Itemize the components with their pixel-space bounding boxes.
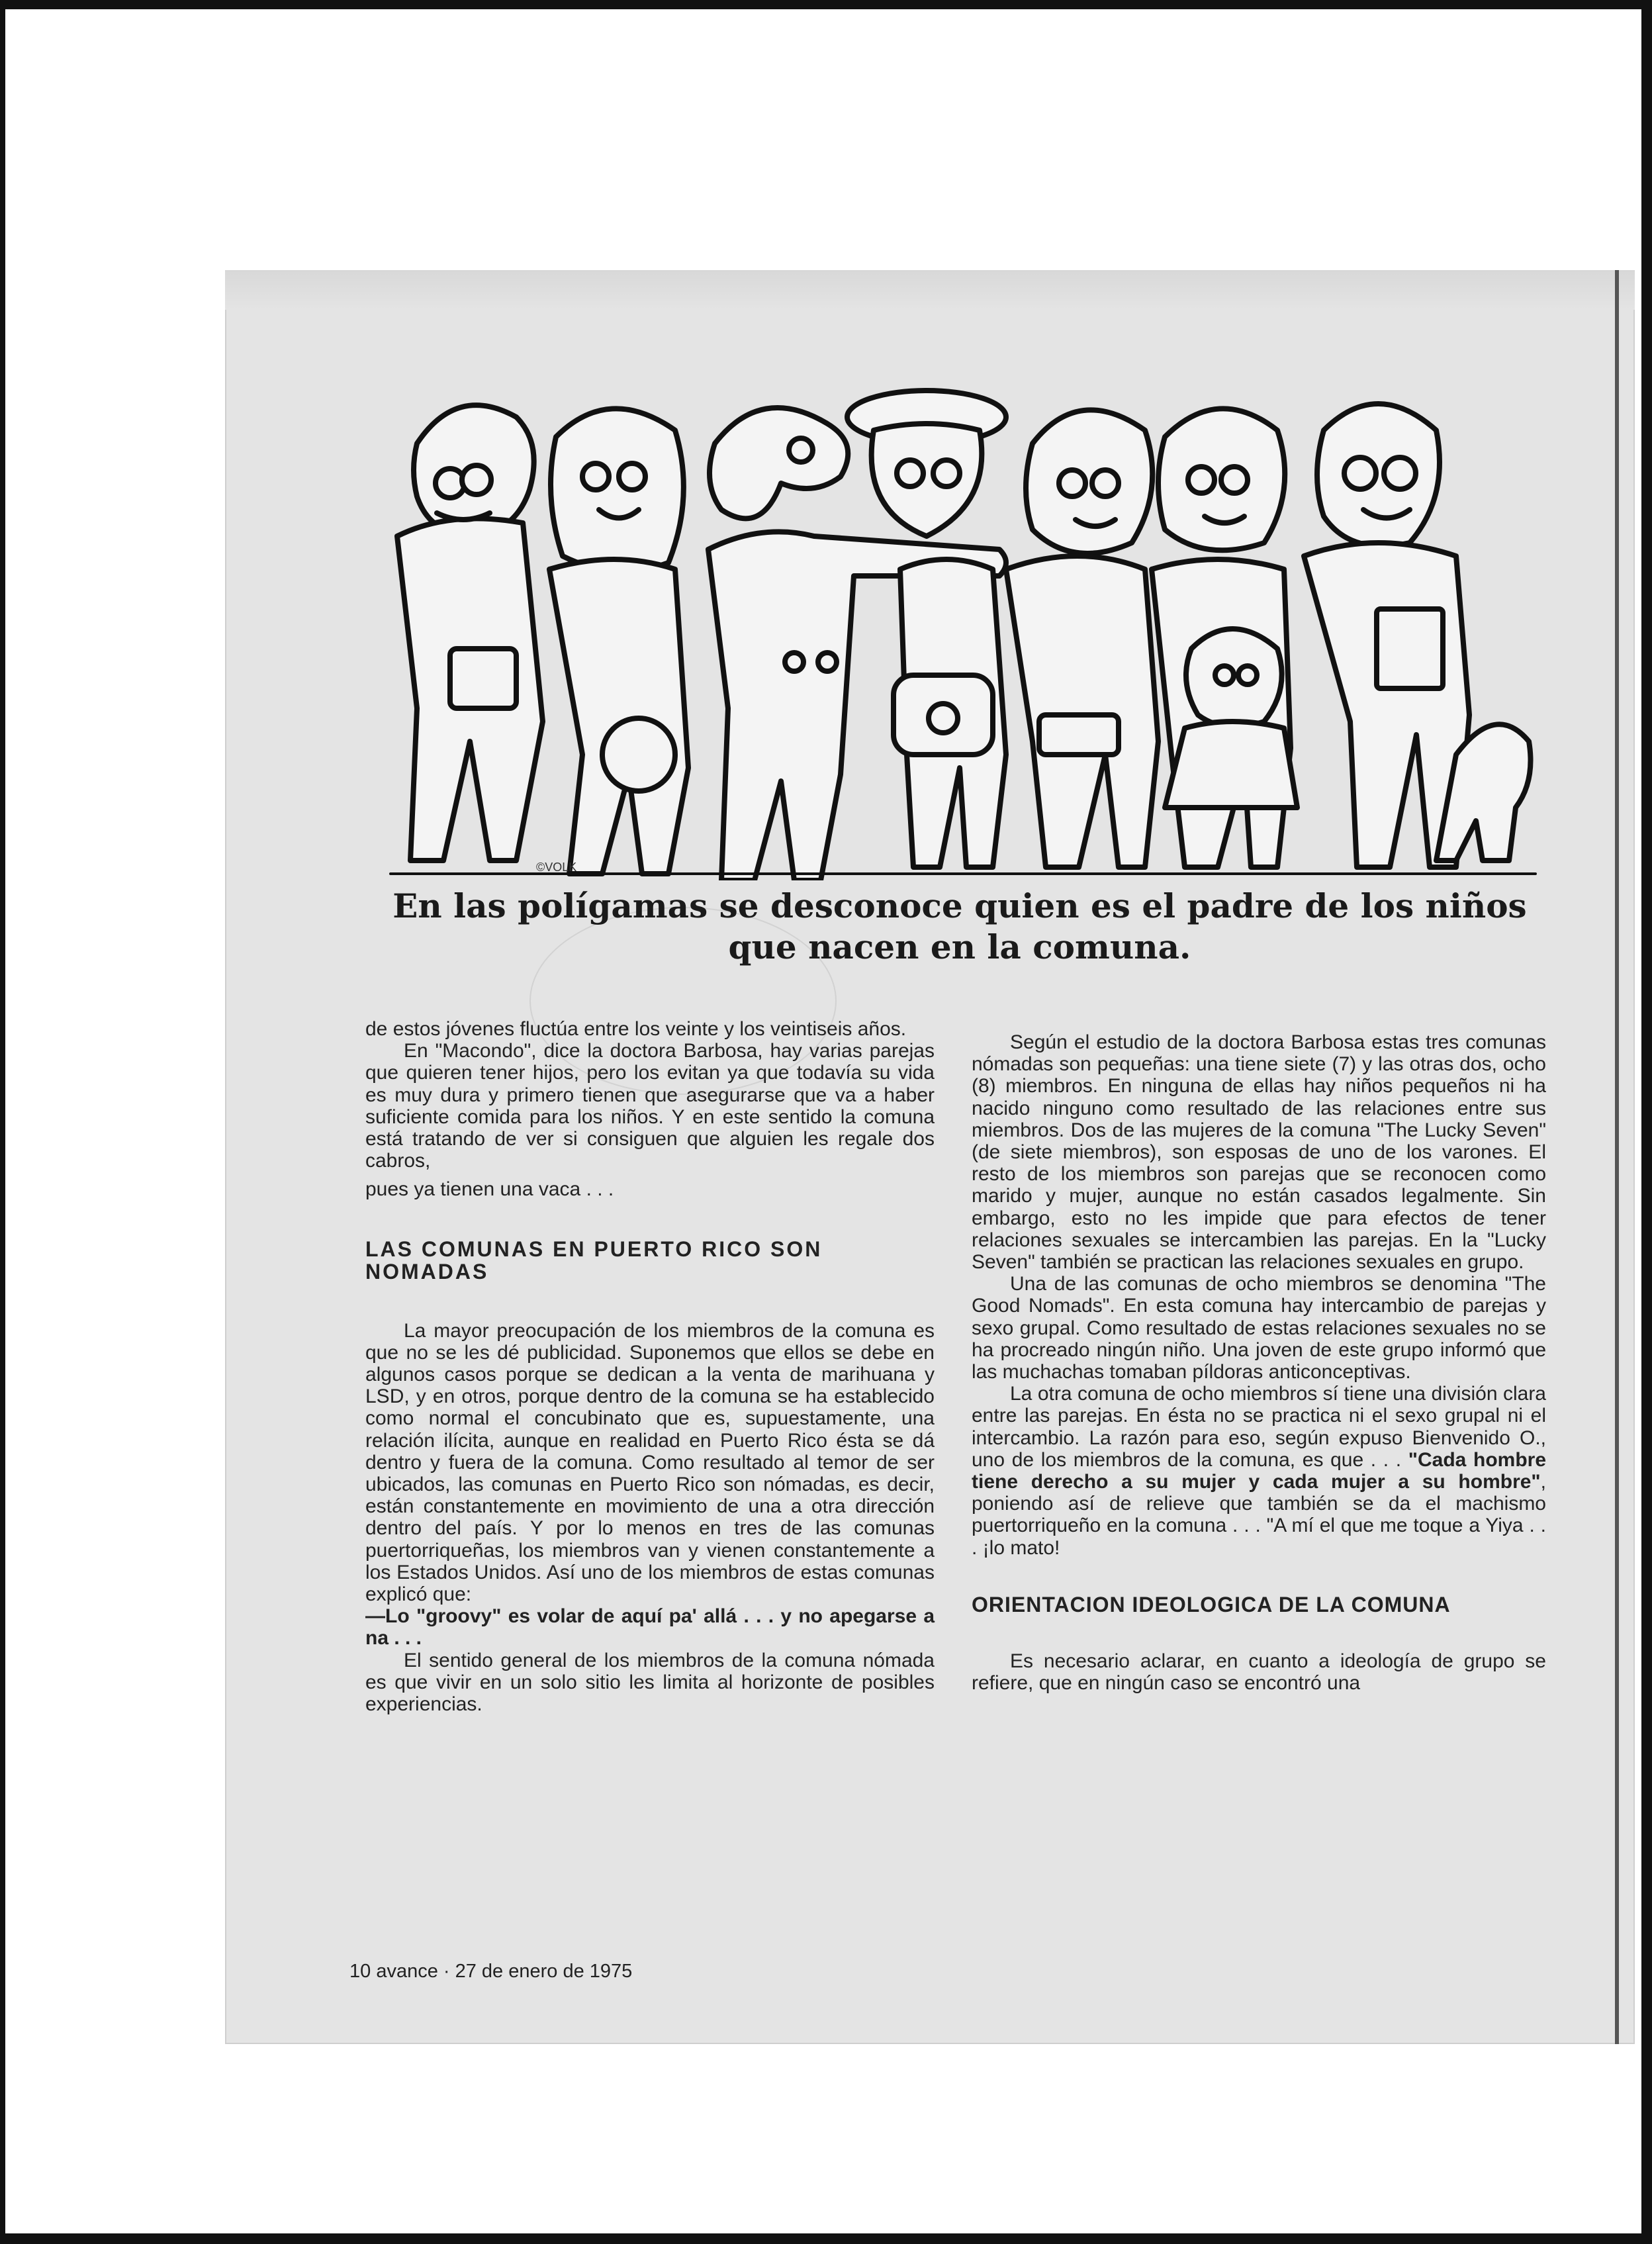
scan-frame-top	[0, 0, 1652, 9]
left-paragraph-4: La mayor preocupación de los miembros de la comuna es que no se les dé publicidad. Suponemos que ellos se debe en algunos casos porque se dedican a la venta de marihuana y LSD, y en otros, porque dentro de la comuna se ha establecido como normal el concubinato que es, supuestamente, una relación ilícita, aunque en realidad en Puerto Rico ésta se dá dentro y fuera de la comuna. Como resultado al temor de ser ubicados, las comunas en Puerto Rico son nómadas, es decir, están constantemente en movimiento de una a otra dirección dentro del país. Y por lo menos en tres de las comunas puertorriqueñas, los miembros van y vienen constantemente a los Estados Unidos. Así uno de los miembros de estas comunas explicó que:	[365, 1319, 935, 1606]
left-paragraph-1: de estos jóvenes fluctúa entre los veinte y los veintiseis años.	[365, 1018, 907, 1040]
right-paragraph-3-start: La otra comuna de ocho miembros sí tiene una división clara entre las parejas. En ésta no se practica ni el sexo grupal ni el intercambio. La razón para eso, según expuso Bienvenido O., uno de los miembros de la comuna, es que . . .	[972, 1383, 1546, 1471]
illustrator-signature: ©VOLK	[536, 861, 577, 874]
clipping-fold-shadow	[225, 270, 1635, 310]
right-paragraph-3-end: , poniendo así de relieve que también se da el machismo puertorriqueño en la comuna . . . "A mí el que me toque a Yiya . . . ¡lo mato!	[972, 1471, 1546, 1559]
right-paragraph-3-bold: "Cada hombre tiene derecho a su mujer y cada mujer a su hombre"	[972, 1448, 1547, 1493]
headline-line-2: que nacen en la comuna.	[728, 927, 1191, 966]
column-rule	[1615, 270, 1619, 2044]
right-paragraph-2: Una de las comunas de ocho miembros se denomina "The Good Nomads". En esta comuna hay intercambio de parejas y sexo grupal. Como resultado de estas relaciones sexuales no se ha procreado ningún niño. Una joven de este grupo informó que las muchachas tomaban píldoras anticonceptivas.	[972, 1273, 1546, 1383]
right-paragraph-1: Según el estudio de la doctora Barbosa estas tres comunas nómadas son pequeñas: una tiene siete (7) y las otras dos, ocho (8) miembros. En ninguna de ellas hay niños pequeños ni ha nacido ninguno como resultado de las relaciones entre sus miembros. Dos de las mujeres de la comuna "The Lucky Seven" (de siete miembros), son esposas de uno de los varones. El resto de los miembros son parejas que se reconocen como marido y mujer, aunque no están casados legalmente. Sin embargo, esto no les impide que para efectos de tener relaciones sexuales se intercambien las parejas. En la "Lucky Seven" también se practican las relaciones sexuales en grupo.	[972, 1031, 1546, 1274]
left-quote-text: —Lo "groovy" es volar de aquí pa' allá . . . y no apegarse a na . . .	[365, 1605, 935, 1650]
left-paragraph-3: pues ya tienen una vaca . . .	[365, 1178, 614, 1201]
left-paragraph-2: En "Macondo", dice la doctora Barbosa, hay varias parejas que quieren tener hijos, pero los evitan ya que todavía su vida es muy dura y primero tienen que asegurarse que va a haber suficiente comida para los niños. Y en este sentido la comuna está tratando de ver si consiguen que alguien les regale dos cabros,	[365, 1040, 935, 1172]
scan-frame-right	[1641, 0, 1652, 2244]
headline-line-1: En las polígamas se desconoce quien es el padre de los niños	[392, 886, 1527, 925]
scan-frame-left	[0, 0, 5, 2244]
right-column	[972, 1031, 1546, 1694]
left-column	[365, 1018, 935, 1715]
family-group-cartoon-icon	[371, 357, 1549, 880]
right-paragraph-4: Es necesario aclarar, en cuanto a ideología de grupo se refiere, que en ningún caso se encontró una	[972, 1650, 1546, 1695]
left-quote	[365, 1605, 935, 1649]
left-subheading: LAS COMUNAS EN PUERTO RICO SON NOMADAS	[365, 1237, 823, 1284]
page-footer: 10 avance · 27 de enero de 1975	[349, 1961, 633, 1982]
article-headline	[371, 886, 1549, 968]
right-paragraph-3	[972, 1383, 1546, 1559]
scan-frame-bottom	[0, 2233, 1652, 2244]
left-paragraph-5: El sentido general de los miembros de la comuna nómada es que vivir en un solo sitio les limita al horizonte de posibles experiencias.	[365, 1649, 935, 1716]
right-subheading: ORIENTACION IDEOLOGICA DE LA COMUNA	[972, 1592, 1451, 1616]
